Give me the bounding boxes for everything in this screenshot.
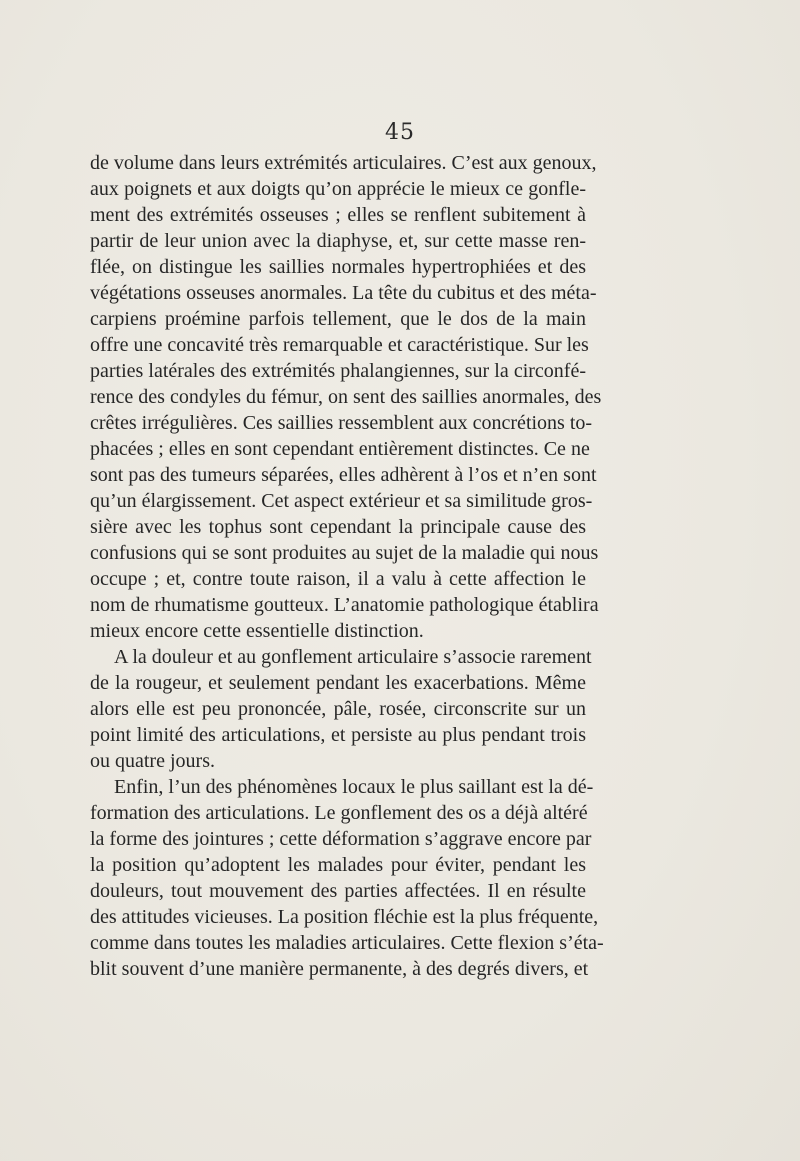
text-line: parties latérales des extrémités phalangiennes, sur la circonfé- (90, 360, 586, 382)
text-line: mieux encore cette essentielle distinction. (90, 620, 424, 642)
text-line: phacées ; elles en sont cependant entièrement distinctes. Ce ne (90, 438, 590, 460)
text-line: Enfin, l’un des phénomènes locaux le plus saillant est la dé- (114, 776, 594, 798)
text-line: ment des extrémités osseuses ; elles se renflent subitement à (90, 204, 586, 226)
text-line: douleurs, tout mouvement des parties affectées. Il en résulte (90, 880, 586, 902)
body-text (90, 150, 604, 982)
paragraph (90, 150, 602, 644)
text-line: des attitudes vicieuses. La position fléchie est la plus fréquente, (90, 906, 599, 928)
text-line: qu’un élargissement. Cet aspect extérieur et sa similitude gros- (90, 490, 593, 512)
text-line: carpiens proémine parfois tellement, que le dos de la main (90, 308, 586, 330)
text-line: offre une concavité très remarquable et caractéristique. Sur les (90, 334, 589, 356)
text-line: ou quatre jours. (90, 750, 215, 772)
text-line: partir de leur union avec la diaphyse, et, sur cette masse ren- (90, 230, 586, 252)
paragraph (90, 774, 604, 982)
text-line: blit souvent d’une manière permanente, à des degrés divers, et (90, 958, 589, 980)
text-line: A la douleur et au gonflement articulaire s’associe rarement (114, 646, 592, 668)
text-line: comme dans toutes les maladies articulaires. Cette flexion s’éta- (90, 932, 604, 954)
text-line: de volume dans leurs extrémités articulaires. C’est aux genoux, (90, 152, 597, 174)
text-line: de la rougeur, et seulement pendant les exacerbations. Même (90, 672, 586, 694)
text-line: formation des articulations. Le gonflement des os a déjà altéré (90, 802, 588, 824)
text-line: point limité des articulations, et persiste au plus pendant trois (90, 724, 586, 746)
text-line: la position qu’adoptent les malades pour éviter, pendant les (90, 854, 586, 876)
text-line: confusions qui se sont produites au sujet de la maladie qui nous (90, 542, 599, 564)
text-line: la forme des jointures ; cette déformation s’aggrave encore par (90, 828, 592, 850)
text-line: rence des condyles du fémur, on sent des saillies anormales, des (90, 386, 602, 408)
page-number: 45 (385, 120, 415, 145)
paragraph (90, 644, 592, 774)
text-line: crêtes irrégulières. Ces saillies ressemblent aux concrétions to- (90, 412, 593, 434)
text-line: nom de rhumatisme goutteux. L’anatomie pathologique établira (90, 594, 599, 616)
text-line: végétations osseuses anormales. La tête du cubitus et des méta- (90, 282, 597, 304)
text-line: sont pas des tumeurs séparées, elles adhèrent à l’os et n’en sont (90, 464, 597, 486)
text-line: alors elle est peu prononcée, pâle, rosée, circonscrite sur un (90, 698, 586, 720)
text-line: sière avec les tophus sont cependant la principale cause des (90, 516, 586, 538)
text-line: flée, on distingue les saillies normales hypertrophiées et des (90, 256, 586, 278)
text-line: aux poignets et aux doigts qu’on apprécie le mieux ce gonfle- (90, 178, 586, 200)
text-line: occupe ; et, contre toute raison, il a valu à cette affection le (90, 568, 586, 590)
